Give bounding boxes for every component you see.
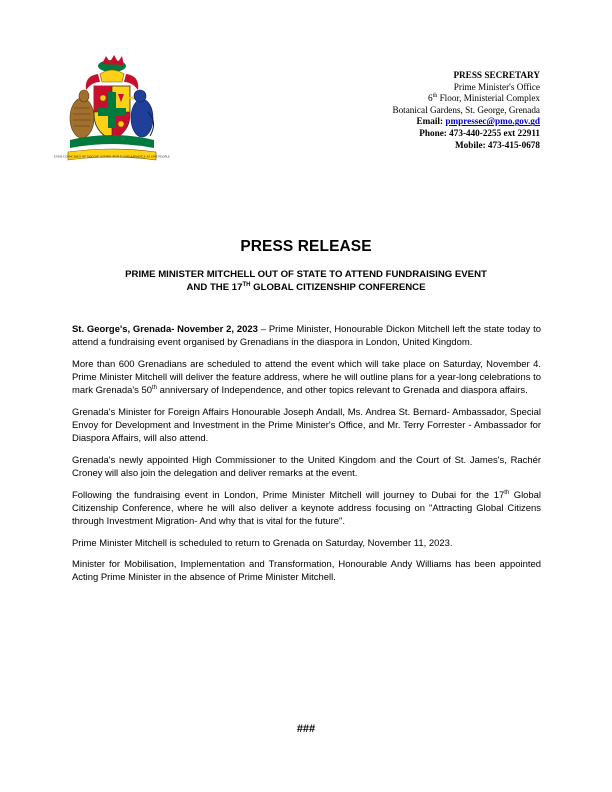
end-mark: ### bbox=[296, 723, 316, 735]
office-floor: 6th Floor, Ministerial Complex bbox=[428, 93, 540, 104]
paragraph-7: Minister for Mobilisation, Implementation and Transformation, Honourable Andy Williams has been appointed Acting Prime Minister in the absence of Prime Minister Mitchell. bbox=[72, 559, 541, 584]
release-body bbox=[72, 323, 541, 593]
grenada-coat-of-arms bbox=[53, 52, 171, 172]
paragraph-6: Prime Minister Mitchell is scheduled to return to Grenada on Saturday, November 11, 2023. bbox=[72, 537, 453, 549]
headline-line-2: AND THE 17TH GLOBAL CITIZENSHIP CONFERENCE bbox=[186, 282, 426, 294]
headline-line-1: PRIME MINISTER MITCHELL OUT OF STATE TO ATTEND FUNDRAISING EVENT bbox=[125, 269, 487, 280]
headline bbox=[60, 268, 552, 294]
office-name: Prime Minister's Office bbox=[453, 81, 540, 92]
press-secretary-contact bbox=[240, 70, 540, 151]
paragraph-1: St. George's, Grenada- November 2, 2023 – Prime Minister, Honourable Dickon Mitchell left the state today to attend a fundraising event organised by Grenadians in the diaspora in London, United Kingdom. bbox=[72, 324, 541, 349]
dateline: St. George's, Grenada- November 2, 2023 bbox=[72, 324, 258, 335]
office-mobile: Mobile: 473-415-0678 bbox=[455, 139, 540, 150]
office-phone: Phone: 473-440-2255 ext 22911 bbox=[419, 127, 540, 138]
email-link[interactable]: pmpressec@pmo.gov.gd bbox=[445, 116, 540, 127]
emblem-motto: EVER CONSCIOUS OF GOD WE ASPIRE, BUILD AND ADVANCE AS ONE PEOPLE bbox=[53, 154, 171, 159]
office-heading: PRESS SECRETARY bbox=[453, 70, 540, 80]
office-address: Botanical Gardens, St. George, Grenada bbox=[392, 104, 540, 115]
page-title: PRESS RELEASE bbox=[240, 238, 372, 255]
office-email: Email: pmpressec@pmo.gov.gd bbox=[416, 116, 540, 127]
paragraph-3: Grenada's Minister for Foreign Affairs Honourable Joseph Andall, Ms. Andrea St. Bernard- Ambassador, Special Envoy for Development and Investment in the Prime Minister's Office, and Mr. Terry Forrester - Ambassador for Diaspora Affairs, will also attend. bbox=[72, 406, 541, 445]
paragraph-2: More than 600 Grenadians are scheduled to attend the event which will take place on Saturday, November 4. Prime Minister Mitchell will deliver the feature address, where he will outline plans for a year-long celebrations to mark Grenada's 50th anniversary of Independence, and other topics relevant to Grenada and diaspora affairs. bbox=[72, 358, 541, 397]
paragraph-4: Grenada's newly appointed High Commissioner to the United Kingdom and the Court of St. James's, Rachér Croney will also join the delegation and deliver remarks at the event. bbox=[72, 454, 541, 479]
paragraph-5: Following the fundraising event in London, Prime Minister Mitchell will journey to Dubai for the 17th Global Citizenship Conference, where he will also deliver a keynote address focusing on "Attracting Global Citizens through Investment Migration- And why that is vital for the future". bbox=[72, 489, 542, 527]
